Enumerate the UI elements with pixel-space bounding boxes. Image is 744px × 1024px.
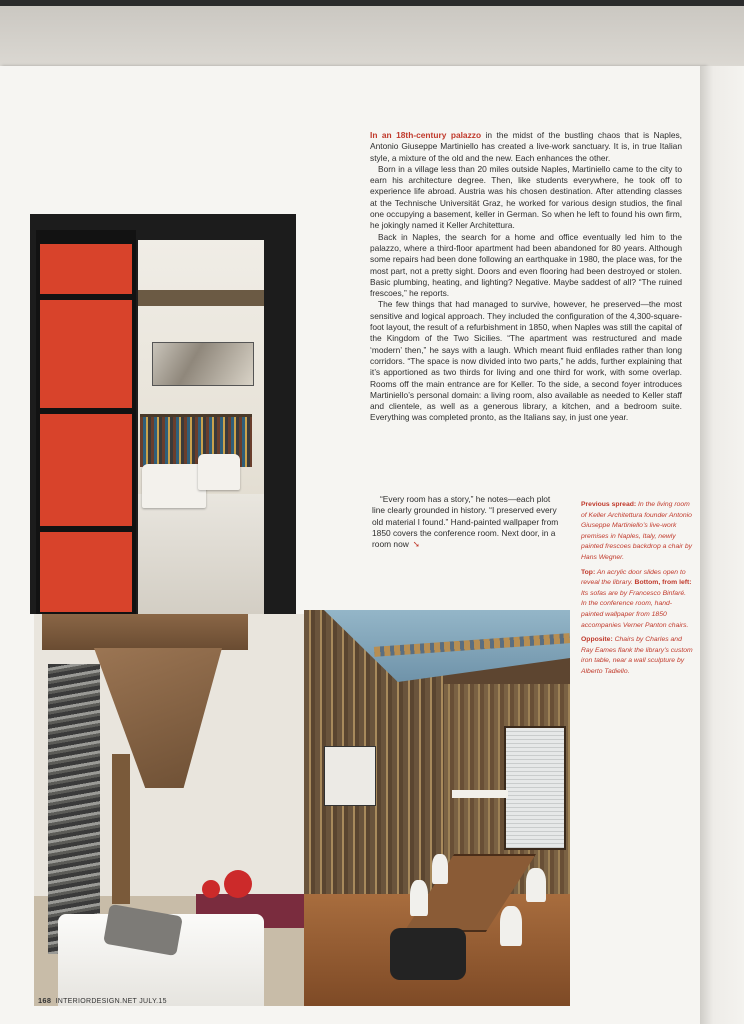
caption-label: Opposite:: [581, 636, 613, 644]
scanner-edge: [0, 0, 744, 6]
paragraph: [370, 130, 682, 164]
caption-opposite: [581, 635, 693, 677]
article-body: [370, 130, 682, 424]
folio-site: INTERIORDESIGN.NET: [55, 998, 137, 1005]
caption-text: In the living room of Keller Architettura founder Antonio Giuseppe Martiniello’s live-work premises in Naples, Italy, newly painted frescoes backdrop a chair by Hans Wegner.: [581, 501, 693, 561]
paragraph: [372, 494, 564, 550]
door-panel-1: [40, 244, 132, 294]
caption-text: Its sofas are by Francesco Binfaré. In the conference room, hand-painted wallpaper from 1850 accompanies Verner Panton chairs.: [581, 589, 689, 629]
caption-text: Chairs by Charles and Ray Eames flank the library’s custom iron table, near a wall sculpture by Alberto Tadiello.: [581, 636, 693, 675]
caption-text: An acrylic door slides open to reveal the library.: [581, 568, 686, 587]
lead-in: In an 18th-century palazzo: [370, 130, 482, 140]
paragraph-text: “Every room has a story,” he notes—each plot line clearly grounded in history. “I preserved every old material I found.” Hand-painted wallpaper from 1850 covers the conference room. Next door, in a room now: [372, 494, 559, 550]
photo-library-room: [34, 614, 304, 1006]
panton-chair: [500, 906, 522, 946]
red-ball: [224, 870, 252, 898]
continue-arrow-icon: ➘: [412, 539, 420, 550]
door-panel-4: [40, 532, 132, 612]
door-panel-2: [40, 300, 132, 408]
large-artwork: [48, 664, 100, 954]
paragraph: Born in a village less than 20 miles outside Naples, Martiniello came to the city to earn his architecture degree. Then, like students everywhere, he took off to experience life abroad. Austria was his chosen destination. After attending classes at the Technische Universität Graz, he worked for various design studios, the final one occupying a basement, keller in German. So when he left to found his own firm, he jokingly named it Keller Architettura.: [370, 163, 682, 231]
white-armchair: [142, 464, 206, 508]
wall-artwork: [152, 342, 254, 386]
paragraph: The few things that had managed to survive, however, he preserved—the most sensitive and logical approach. They included the configuration of the 4,300-square-foot layout, the result of a refurbishment in 1850, when Naples was still the capital of the Kingdom of the Two Sicilies. “The apartment was restructured and made ‘modern’ then,” he says with a laugh. Which meant fluid enfilades rather than long corridors. “The space is now divided into two parts,” he adds, further explaining that it’s apportioned as two thirds for living and one third for work, with some overlap. Rooms off the main entrance are for Keller. To the side, a second foyer introduces Martiniello’s personal domain: a living room, also available as needed to Keller staff and clientele, as well as a generous library, a kitchen, and a bedroom suite. Everything was completed pronto, as the Italians say, in just one year.: [370, 299, 682, 423]
article-continued: [372, 494, 564, 550]
black-chair: [390, 928, 466, 980]
library-floor: [138, 494, 264, 614]
ceiling-beam: [138, 290, 264, 306]
photo-captions: [581, 500, 693, 682]
caption-label: Bottom, from left:: [634, 579, 692, 587]
caption-previous: [581, 500, 693, 564]
paragraph-text: in the midst of the bustling chaos that is Naples, Antonio Giuseppe Martiniello has created a live-work sanctuary. It is, in true Italian style, a mixture of the old and the new. Each enhances the other.: [370, 130, 682, 163]
doorway: [112, 754, 130, 904]
panton-chair: [432, 854, 448, 884]
folio-issue: JULY.15: [139, 998, 167, 1005]
red-ball: [202, 880, 220, 898]
page-folio: [38, 996, 167, 1005]
photo-acrylic-door: [30, 214, 296, 614]
white-armchair: [198, 454, 240, 490]
facing-page-edge: [700, 66, 744, 1024]
caption-current: [581, 568, 693, 632]
ceiling-beam: [42, 614, 248, 650]
window-blind: [504, 726, 566, 850]
page-number: 168: [38, 996, 52, 1005]
caption-label: Previous spread:: [581, 501, 637, 508]
wall-painting: [324, 746, 376, 806]
pendant-lamp: [452, 790, 508, 798]
door-panel-3: [40, 414, 132, 526]
panton-chair: [526, 868, 546, 902]
paragraph: Back in Naples, the search for a home and office eventually led him to the palazzo, where a third-floor apartment had been abandoned for 80 years. Although some repairs had been done following an earthquake in 1980, the place was, for the most part, not a pretty sight. Doors and even flooring had been destroyed or stolen. Basic plumbing, heating, and lighting? Negative. Maybe saddest of all? “The ruined frescoes,” he reports.: [370, 231, 682, 299]
panton-chair: [410, 880, 428, 916]
photo-conference-room: [304, 610, 570, 1006]
caption-label: Top:: [581, 568, 596, 576]
